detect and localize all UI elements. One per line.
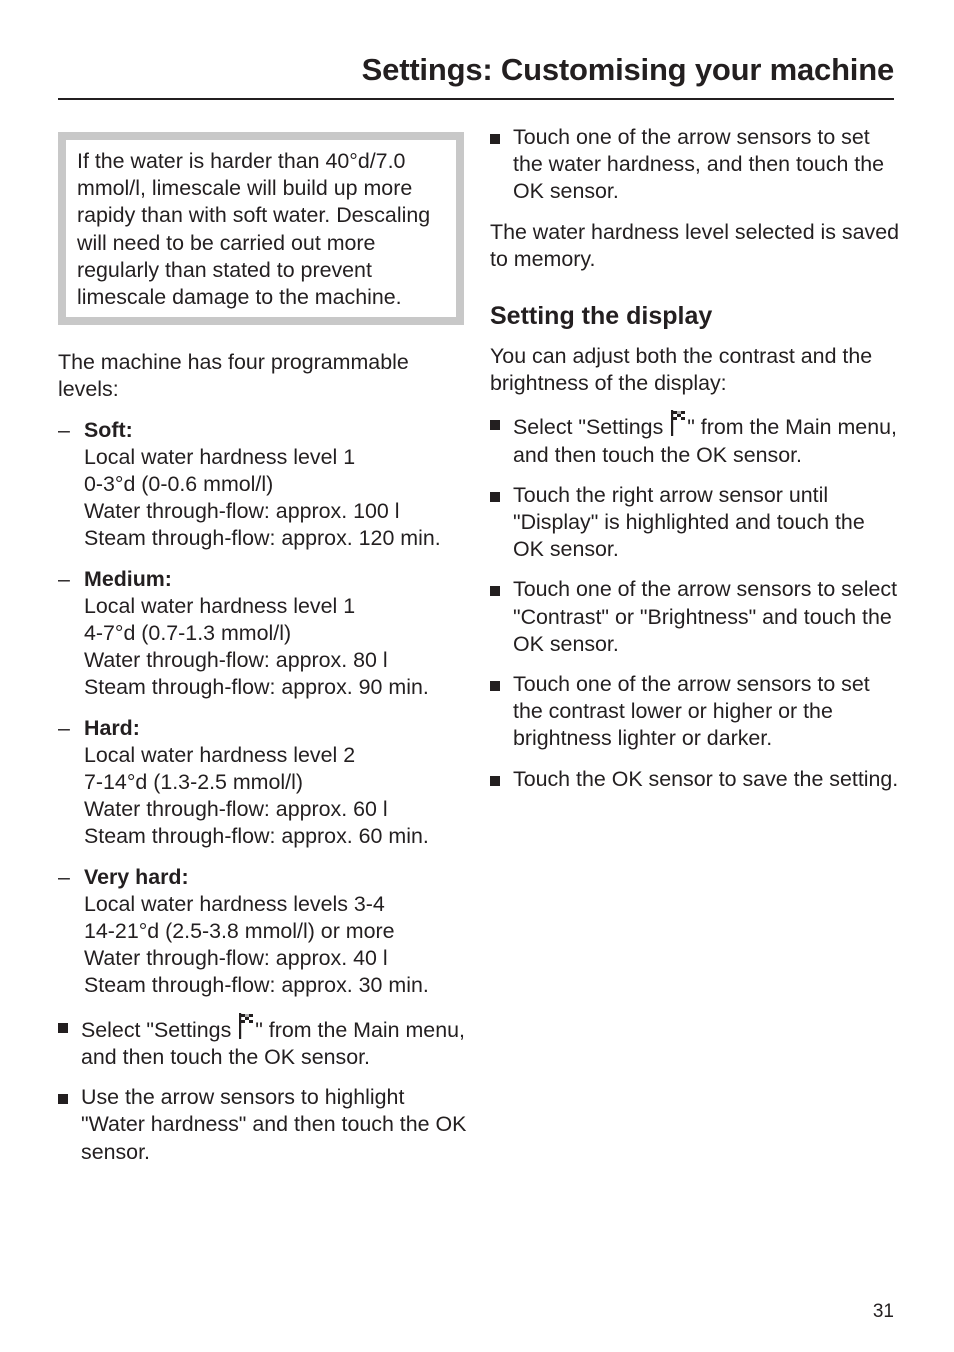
level-hard <box>58 715 468 851</box>
bullet-square <box>490 420 500 430</box>
display-step-select-settings <box>490 410 900 468</box>
level-name: Very hard: <box>84 864 189 889</box>
step-text: " from the Main menu, and then touch the OK sensor. <box>81 1017 465 1069</box>
dash-mark: – <box>58 566 70 591</box>
display-step-select-option <box>490 576 900 658</box>
level-very-hard <box>58 864 468 1000</box>
display-step-save <box>490 766 900 793</box>
step-set-hardness <box>490 124 900 206</box>
level-name: Soft: <box>84 417 133 442</box>
dash-mark: – <box>58 864 70 889</box>
bullet-square <box>490 492 500 502</box>
step-text: Touch the right arrow sensor until "Display" is highlighted and touch the OK sensor. <box>513 482 865 562</box>
note-box <box>58 132 464 325</box>
page-title: Settings: Customising your machine <box>361 52 894 87</box>
step-text: " from the Main menu, and then touch the OK sensor. <box>513 415 897 467</box>
dash-mark: – <box>58 715 70 740</box>
level-line: 4-7°d (0.7-1.3 mmol/l) <box>84 621 292 646</box>
left-column <box>58 124 468 1179</box>
level-line: Steam through-flow: approx. 90 min. <box>84 675 429 700</box>
step-text: Touch the OK sensor to save the setting. <box>513 766 899 791</box>
level-line: 0-3°d (0-0.6 mmol/l) <box>84 472 274 497</box>
levels-list <box>58 417 468 1000</box>
bullet-square <box>490 586 500 596</box>
right-column <box>490 124 900 806</box>
bullet-square <box>58 1023 68 1033</box>
display-step-highlight <box>490 482 900 564</box>
level-line: Steam through-flow: approx. 120 min. <box>84 526 441 551</box>
level-line: Water through-flow: approx. 60 l <box>84 797 388 822</box>
step-text: Select "Settings <box>81 1017 238 1042</box>
level-line: Water through-flow: approx. 100 l <box>84 499 400 524</box>
saved-text: The water hardness level selected is saved to memory. <box>490 219 900 271</box>
levels-intro: The machine has four programmable levels: <box>58 350 409 402</box>
note-text: If the water is harder than 40°d/7.0 mmol/l, limescale will build up more rapidy than with soft water. Descaling will need to be carried out more regularly than stated to prevent limescale damage to the machine. <box>77 149 431 310</box>
step-text: Select "Settings <box>513 415 670 440</box>
level-line: Local water hardness level 2 <box>84 742 356 767</box>
display-intro: You can adjust both the contrast and the brightness of the display: <box>490 344 873 396</box>
bullet-square <box>490 776 500 786</box>
level-line: Water through-flow: approx. 40 l <box>84 946 388 971</box>
section-heading-display: Setting the display <box>490 302 713 331</box>
level-line: Local water hardness level 1 <box>84 593 356 618</box>
level-medium <box>58 566 468 702</box>
level-name: Medium: <box>84 566 172 591</box>
level-line: Water through-flow: approx. 80 l <box>84 648 388 673</box>
header-rule <box>58 98 894 100</box>
step-text: Touch one of the arrow sensors to set the contrast lower or higher or the brightness lighter or darker. <box>513 672 870 751</box>
step-text: Touch one of the arrow sensors to set the water hardness, and then touch the OK sensor. <box>513 125 885 204</box>
flag-icon <box>670 410 686 436</box>
level-line: Steam through-flow: approx. 30 min. <box>84 973 429 998</box>
level-line: Local water hardness levels 3-4 <box>84 891 385 916</box>
step-highlight-water-hardness <box>58 1084 468 1166</box>
flag-icon <box>238 1013 254 1039</box>
step-text: Use the arrow sensors to highlight "Water hardness" and then touch the OK sensor. <box>81 1085 467 1164</box>
dash-mark: – <box>58 417 70 442</box>
step-text: Touch one of the arrow sensors to select "Contrast" or "Brightness" and touch the OK sensor. <box>513 577 898 656</box>
level-line: Local water hardness level 1 <box>84 444 356 469</box>
bullet-square <box>490 134 500 144</box>
level-soft <box>58 417 468 553</box>
level-line: 7-14°d (1.3-2.5 mmol/l) <box>84 770 303 795</box>
step-select-settings <box>58 1013 468 1071</box>
bullet-square <box>490 681 500 691</box>
level-line: Steam through-flow: approx. 60 min. <box>84 824 429 849</box>
page-number: 31 <box>872 1301 894 1322</box>
display-step-adjust <box>490 671 900 753</box>
level-name: Hard: <box>84 715 140 740</box>
level-line: 14-21°d (2.5-3.8 mmol/l) or more <box>84 919 395 944</box>
bullet-square <box>58 1094 68 1104</box>
